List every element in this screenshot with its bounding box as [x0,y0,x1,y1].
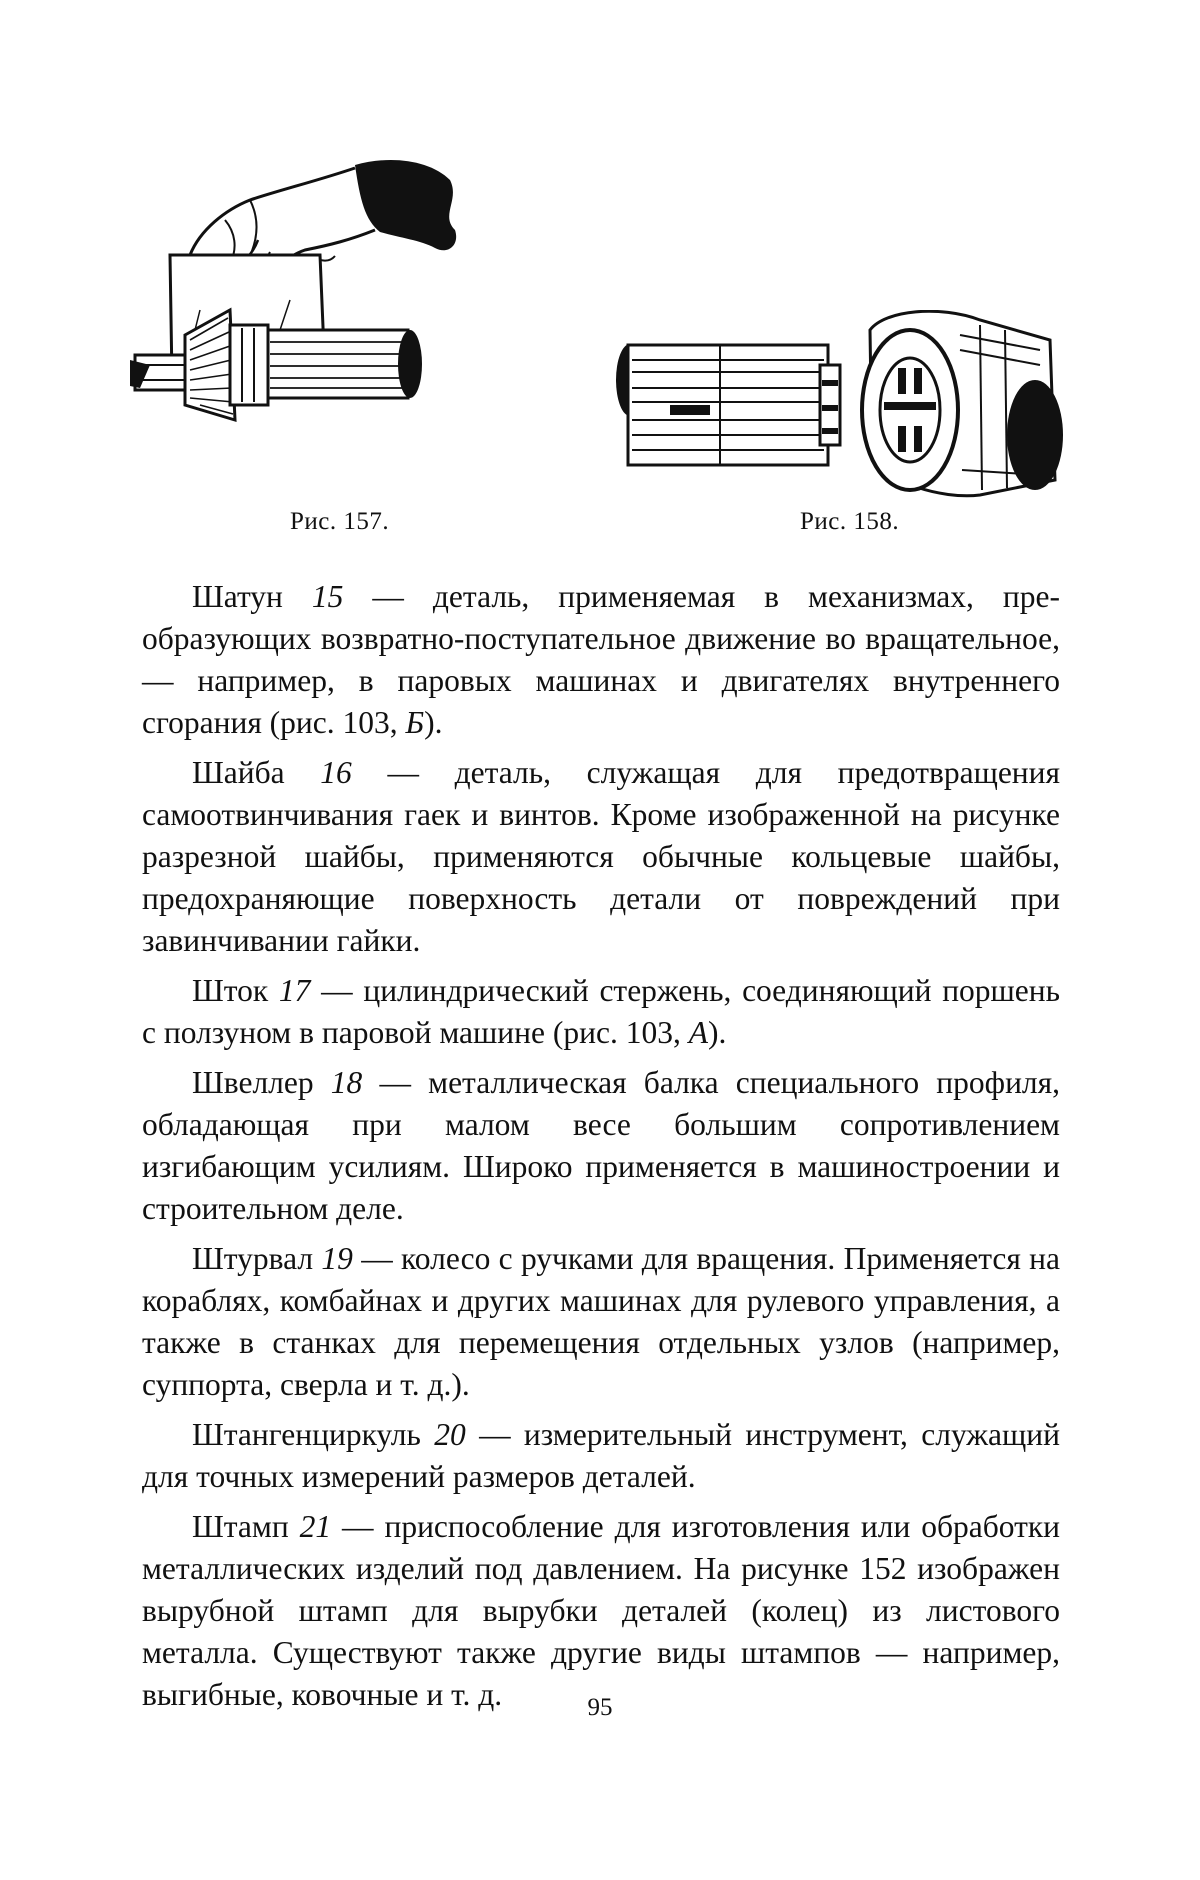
item-number: 16 [320,755,352,790]
term: Шток [192,973,268,1008]
definition: — цилиндрический стержень, соединяющий поршень с ползуном в паровой машине (рис. 103, [142,973,1060,1050]
item-number: 18 [331,1065,363,1100]
definition: — приспособление для изготовления или об­работки металлических изделий под давлением. На рисун­ке 152 изображен вырубной штамп для вырубки деталей (колец) из листового металла. Существуют также другие виды штампов — например, выгибные, ковочные и т. д. [142,1509,1060,1712]
item-number: 20 [434,1417,466,1452]
figure-157-illustration [130,160,510,500]
item-number: 15 [312,579,344,614]
figure-158-illustration [610,310,1070,500]
paragraph [142,1506,1060,1716]
definition: — измерительный инструмент, слу­жащий для точных измерений размеров деталей. [142,1417,1060,1494]
paragraph [142,1238,1060,1406]
term: Штангенциркуль [192,1417,421,1452]
item-number: 21 [300,1509,332,1544]
definition: — металлическая балка специального про­филя, обладающая при малом весе большим сопротивле­нием изгибающим усилиям. Широко применяется в маши­ностроении и строительном деле. [142,1065,1060,1226]
paragraph [142,970,1060,1054]
term: Шайба [192,755,285,790]
definition: — деталь, служащая для предотвращения самоотвинчивания гаек и винтов. Кроме изображенной на рисунке разрезной шайбы, применяются обычные кольце­вые шайбы, предохраняющие поверхность детали от по­вреждений при завинчивании гайки. [142,755,1060,958]
paragraph [142,576,1060,744]
figure-157-caption: Рис. 157. [290,508,389,536]
definition: — деталь, применяемая в механизмах, пре­образующих возвратно-поступательное движение во вра­щательное, — например, в паровых машинах и двигателях внутреннего сгорания (рис. 103, [142,579,1060,740]
term: Штамп [192,1509,289,1544]
definition-tail: ). [424,705,442,740]
page-number: 95 [0,1694,1200,1722]
definition: — колесо с ручками для вращения. При­меняется на кораблях, комбайнах и других машинах для рулевого управления, а также в станках для перемещения отдельных узлов (например, суппорта, сверла и т. д.). [142,1241,1060,1402]
book-page [0,0,1200,1880]
body-text [142,576,1060,1724]
definition-tail: ). [708,1015,726,1050]
figure-ref: А [689,1015,708,1050]
paragraph [142,1062,1060,1230]
figure-ref: Б [406,705,425,740]
paragraph [142,752,1060,962]
term: Штурвал [192,1241,313,1276]
paragraph [142,1414,1060,1498]
term: Швеллер [192,1065,314,1100]
figure-158-caption: Рис. 158. [800,508,899,536]
item-number: 17 [279,973,311,1008]
term: Шатун [192,579,283,614]
item-number: 19 [321,1241,353,1276]
